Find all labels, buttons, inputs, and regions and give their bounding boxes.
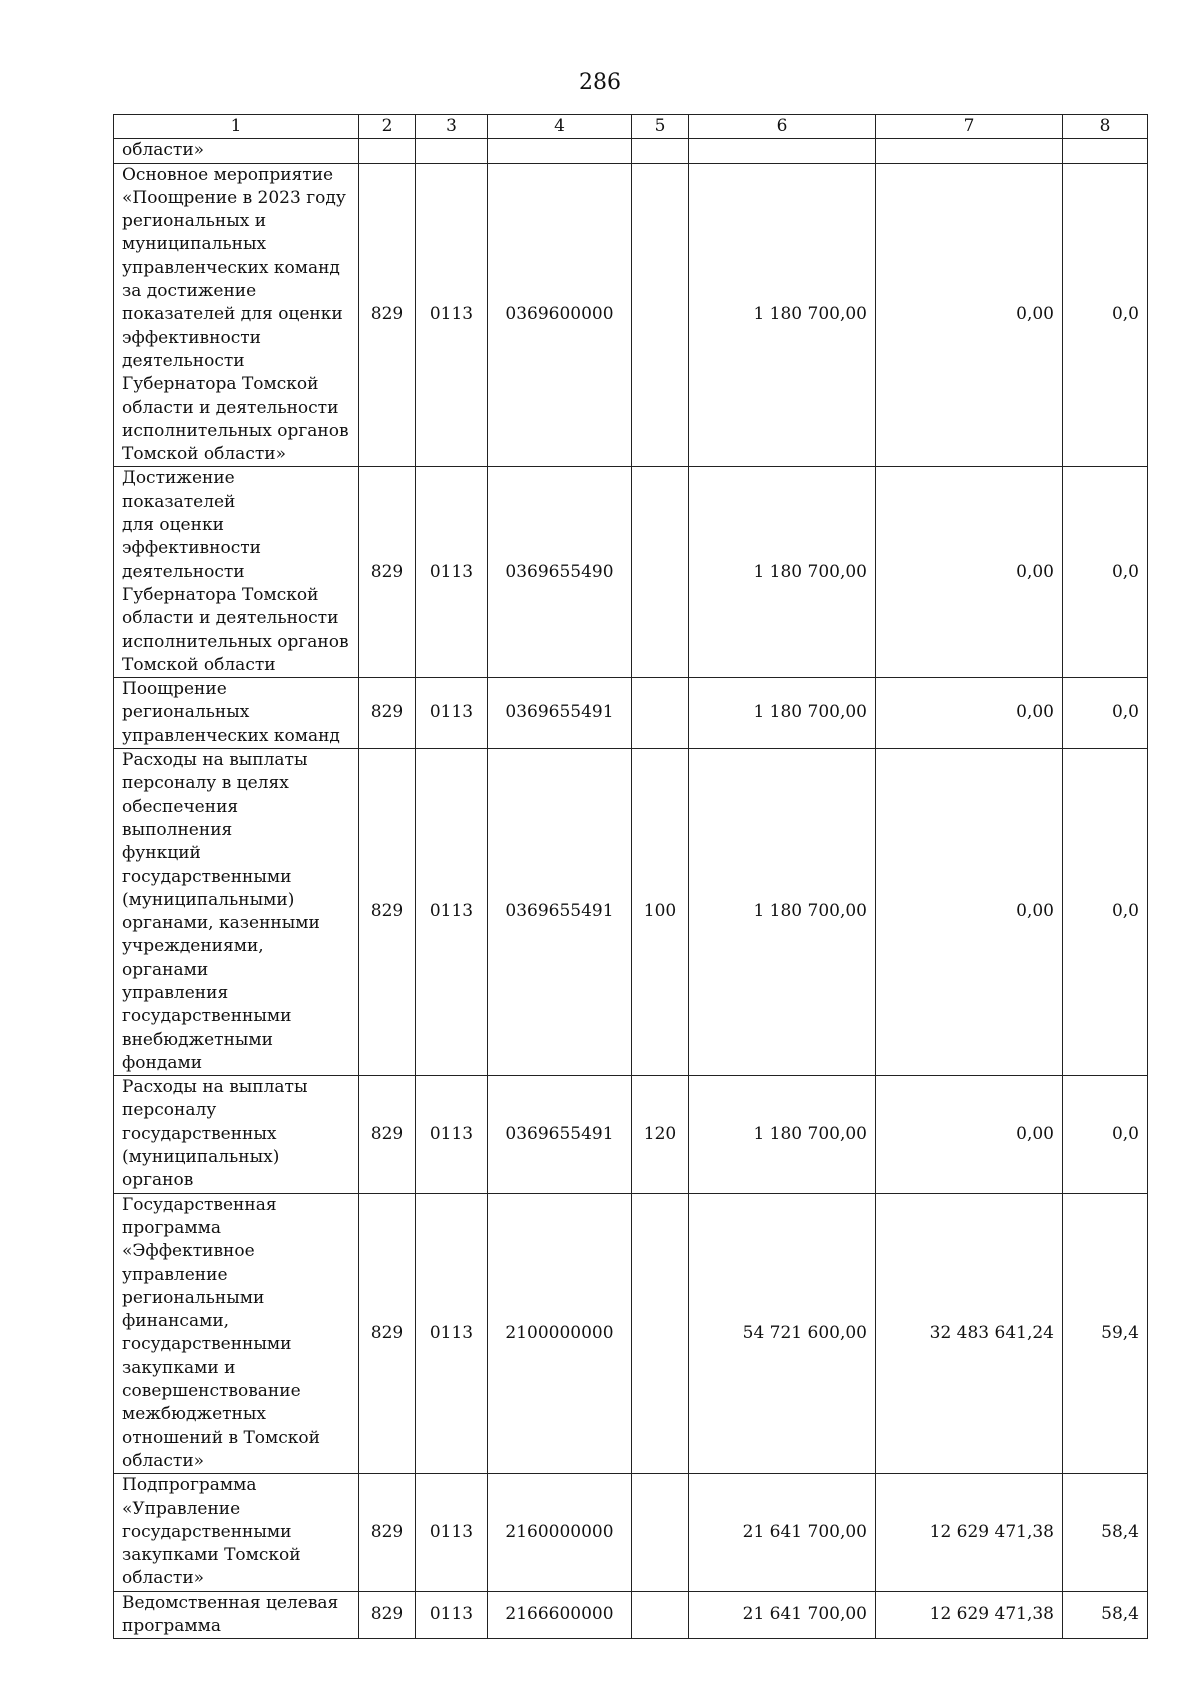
row-code-expense [632,139,689,163]
row-percent: 0,0 [1063,678,1148,749]
row-percent: 58,4 [1063,1474,1148,1591]
row-actual-amount: 0,00 [876,163,1063,467]
row-code-expense [632,678,689,749]
row-actual-amount: 0,00 [876,678,1063,749]
row-code-section: 0113 [416,678,488,749]
header-cell-2: 2 [359,115,416,139]
row-description: Расходы на выплаты персоналу в целях обеспечения выполнения функций государственными (муниципальными) органами, казенными учреждениями, органами управления государственными внебюджетными фондами [114,749,359,1076]
row-code-expense [632,1474,689,1591]
row-percent: 0,0 [1063,163,1148,467]
row-description: области» [114,139,359,163]
row-actual-amount: 12 629 471,38 [876,1474,1063,1591]
page-number: 286 [579,70,621,95]
row-code-section [416,139,488,163]
header-cell-7: 7 [876,115,1063,139]
table-row [114,1591,1148,1639]
row-code-ministry: 829 [359,1591,416,1639]
row-code-ministry: 829 [359,1076,416,1193]
row-planned-amount: 1 180 700,00 [689,1076,876,1193]
row-code-ministry: 829 [359,1193,416,1474]
row-planned-amount: 1 180 700,00 [689,467,876,678]
table-row [114,678,1148,749]
header-cell-1: 1 [114,115,359,139]
row-code-ministry [359,139,416,163]
row-code-target: 0369600000 [488,163,632,467]
row-planned-amount: 1 180 700,00 [689,678,876,749]
table-row [114,139,1148,163]
header-cell-3: 3 [416,115,488,139]
row-description: Основное мероприятие «Поощрение в 2023 году региональных и муниципальных управленческих команд за достижение показателей для оценки эффективности деятельности Губернатора Томской области и деятельности исполнительных органов Томской области» [114,163,359,467]
row-code-section: 0113 [416,1076,488,1193]
row-description: Поощрение региональных управленческих команд [114,678,359,749]
row-actual-amount: 12 629 471,38 [876,1591,1063,1639]
row-code-section: 0113 [416,163,488,467]
row-description: Ведомственная целевая программа [114,1591,359,1639]
row-percent: 0,0 [1063,1076,1148,1193]
table-row [114,1193,1148,1474]
row-code-section: 0113 [416,1591,488,1639]
table-header-row [114,115,1148,139]
row-code-target: 2160000000 [488,1474,632,1591]
row-description: Расходы на выплаты персоналу государственных (муниципальных) органов [114,1076,359,1193]
row-planned-amount: 21 641 700,00 [689,1591,876,1639]
header-cell-5: 5 [632,115,689,139]
row-code-expense: 100 [632,749,689,1076]
row-description: Достижение показателей для оценки эффективности деятельности Губернатора Томской области и деятельности исполнительных органов Томской области [114,467,359,678]
row-description: Государственная программа «Эффективное управление региональными финансами, государственными закупками и совершенствование межбюджетных отношений в Томской области» [114,1193,359,1474]
row-code-section: 0113 [416,1193,488,1474]
row-actual-amount: 0,00 [876,749,1063,1076]
row-description: Подпрограмма «Управление государственными закупками Томской области» [114,1474,359,1591]
table-row [114,1474,1148,1591]
row-actual-amount: 0,00 [876,1076,1063,1193]
row-code-ministry: 829 [359,678,416,749]
row-actual-amount: 0,00 [876,467,1063,678]
row-percent: 0,0 [1063,467,1148,678]
table-row [114,467,1148,678]
header-cell-8: 8 [1063,115,1148,139]
row-code-section: 0113 [416,749,488,1076]
row-code-target: 0369655491 [488,1076,632,1193]
row-code-expense [632,163,689,467]
table-row [114,163,1148,467]
row-code-expense [632,467,689,678]
row-code-target [488,139,632,163]
row-code-ministry: 829 [359,467,416,678]
table-row [114,1076,1148,1193]
row-code-target: 2100000000 [488,1193,632,1474]
row-actual-amount: 32 483 641,24 [876,1193,1063,1474]
row-code-target: 2166600000 [488,1591,632,1639]
row-code-section: 0113 [416,1474,488,1591]
row-code-section: 0113 [416,467,488,678]
row-planned-amount: 21 641 700,00 [689,1474,876,1591]
row-planned-amount: 54 721 600,00 [689,1193,876,1474]
table-row [114,749,1148,1076]
row-code-target: 0369655491 [488,678,632,749]
row-planned-amount: 1 180 700,00 [689,749,876,1076]
row-percent: 58,4 [1063,1591,1148,1639]
row-planned-amount [689,139,876,163]
budget-table [113,114,1148,1639]
row-planned-amount: 1 180 700,00 [689,163,876,467]
row-code-target: 0369655491 [488,749,632,1076]
row-code-ministry: 829 [359,1474,416,1591]
row-percent: 0,0 [1063,749,1148,1076]
row-percent [1063,139,1148,163]
row-code-expense [632,1591,689,1639]
row-code-ministry: 829 [359,749,416,1076]
row-code-ministry: 829 [359,163,416,467]
row-code-expense [632,1193,689,1474]
row-code-expense: 120 [632,1076,689,1193]
header-cell-4: 4 [488,115,632,139]
row-code-target: 0369655490 [488,467,632,678]
row-actual-amount [876,139,1063,163]
row-percent: 59,4 [1063,1193,1148,1474]
header-cell-6: 6 [689,115,876,139]
